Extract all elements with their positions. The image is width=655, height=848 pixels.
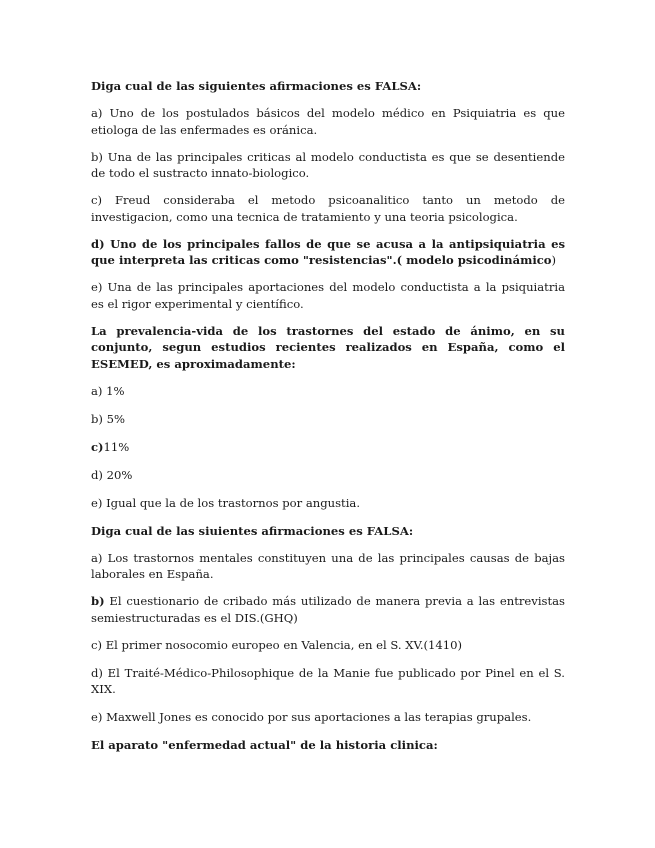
question-3-option-d: d) El Traité-Médico-Philosophique de la Manie fue publicado por Pinel en el S. XIX. — [91, 665, 565, 696]
question-3-option-e: e) Maxwell Jones es conocido por sus aportaciones a las terapias grupales. — [91, 710, 532, 724]
question-3-title: Diga cual de las siuientes afirmaciones es FALSA: — [91, 523, 414, 538]
question-1-option-d-tail: ) — [551, 253, 557, 267]
question-1-option-a: a) Uno de los postulados básicos del modelo médico en Psiquiatria es que etiologa de las enfermades es oránica. — [91, 106, 565, 137]
question-3-option-b-rest: El cuestionario de cribado más utilizado de manera previa a las entrevistas semiestructuradas es el DIS.(GHQ) — [91, 594, 565, 625]
question-2-option-d: d) 20% — [91, 467, 133, 482]
question-2-option-c-rest: 11% — [103, 439, 130, 454]
question-1-option-e: e) Una de las principales aportaciones del modelo conductista a la psiquiatria es el rigor experimental y científico. — [91, 280, 565, 311]
question-1-option-c: c) Freud consideraba el metodo psicoanalitico tanto un metodo de investigacion, como una tecnica de tratamiento y una teoria psicologica. — [91, 193, 565, 224]
document-page — [91, 78, 565, 754]
question-1-title: Diga cual de las siguientes afirmaciones es FALSA: — [91, 79, 422, 93]
question-1-option-b: b) Una de las principales criticas al modelo conductista es que se desentiende de todo el sustracto innato-biologico. — [91, 149, 565, 180]
question-2-title: La prevalencia-vida de los trastornes del estado de ánimo, en su conjunto, segun estudios recientes realizados en España, como el ESEMED, es aproximadamente: — [91, 323, 565, 371]
question-1-option-d — [91, 236, 565, 269]
question-2-option-b: b) 5% — [91, 411, 126, 426]
question-3-option-c: c) El primer nosocomio europeo en Valencia, en el S. XV.(1410) — [91, 637, 463, 652]
question-3-option-a: a) Los trastornos mentales constituyen una de las principales causas de bajas laborales en España. — [91, 550, 565, 581]
question-3-option-b — [91, 593, 565, 626]
question-3-option-b-bold: b) — [91, 594, 105, 608]
question-4-title: El aparato "enfermedad actual" de la historia clinica: — [91, 738, 438, 752]
question-2-option-c-bold: c) — [91, 439, 104, 454]
question-2-option-e: e) Igual que la de los trastornos por angustia. — [91, 495, 361, 510]
question-2-option-a: a) 1% — [91, 383, 125, 398]
question-1-option-d-bold: d) Uno de los principales fallos de que se acusa a la antipsiquiatria es que interpreta las criticas como "resistencias".( modelo psicodinámico — [91, 236, 565, 267]
question-2-option-c — [91, 439, 565, 456]
